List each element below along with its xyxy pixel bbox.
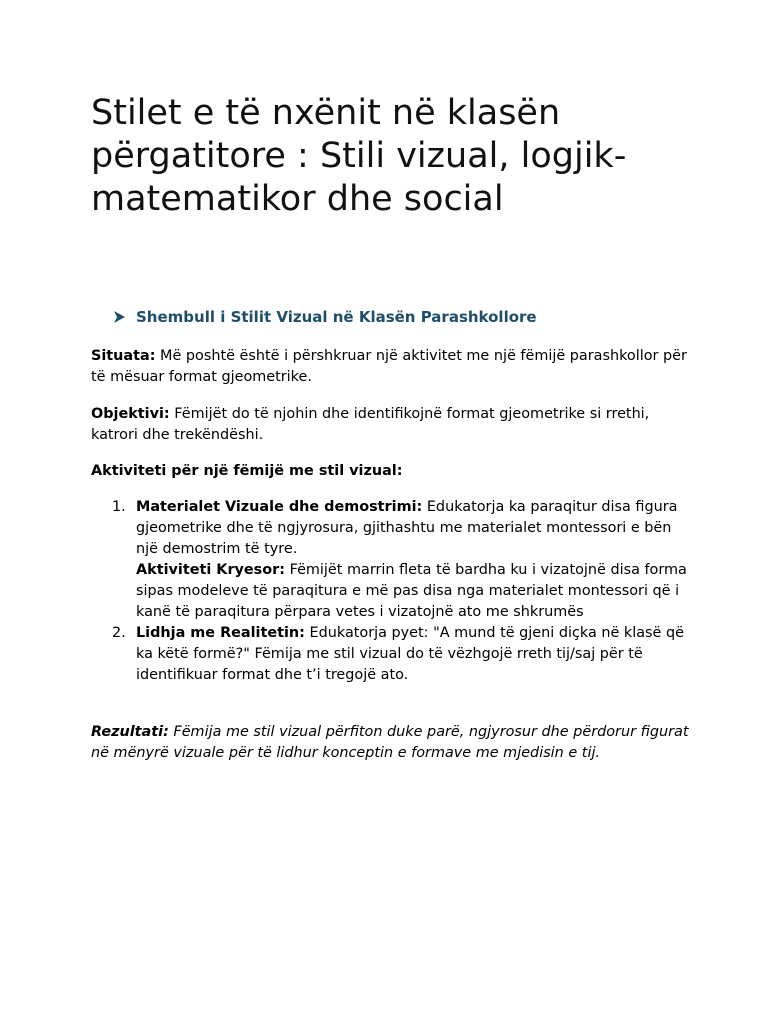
list-item bbox=[112, 497, 692, 623]
rezultati-text: Fëmija me stil vizual përfiton duke parë, ngjyrosur dhe përdorur figurat në mënyrë vizuale për të lidhur konceptin e formave me mjedisin e tij. bbox=[91, 724, 689, 761]
rezultati-label: Rezultati: bbox=[91, 724, 169, 740]
situata-label: Situata: bbox=[91, 348, 156, 364]
subheading-text: Shembull i Stilit Vizual në Klasën Parashkollore bbox=[136, 308, 537, 326]
list-item-number: 1. bbox=[112, 499, 126, 515]
list-item-label: Materialet Vizuale dhe demostrimi: bbox=[136, 499, 423, 515]
list-item bbox=[112, 623, 692, 686]
aktiviteti-heading bbox=[91, 461, 691, 482]
list-item-text: Edukatorja pyet: "A mund të gjeni diçka në klasë që ka këtë formë?" Fëmija me stil vizual do të vëzhgojë rreth tij/saj për të identifikuar format dhe t’i tregojë ato. bbox=[136, 625, 684, 683]
objektivi-paragraph bbox=[91, 404, 691, 446]
list-item-text: Edukatorja ka paraqitur disa figura gjeometrike dhe të ngjyrosura, gjithashtu me materialet montessori e bën një demostrim të tyre. bbox=[136, 499, 678, 557]
list-item-sub-label: Aktiviteti Kryesor: bbox=[136, 562, 285, 578]
rezultati-paragraph bbox=[91, 722, 691, 764]
document-title: Stilet e të nxënit në klasën përgatitore : Stili vizual, logjik-matematikor dhe social bbox=[91, 93, 627, 219]
situata-paragraph bbox=[91, 346, 691, 388]
aktiviteti-heading-text: Aktiviteti për një fëmijë me stil vizual: bbox=[91, 463, 403, 479]
section-subheading bbox=[112, 308, 537, 326]
objektivi-text: Fëmijët do të njohin dhe identifikojnë format gjeometrike si rrethi, katrori dhe trekëndëshi. bbox=[91, 406, 650, 443]
list-item-number: 2. bbox=[112, 625, 126, 641]
list-item-sub-text: Fëmijët marrin fleta të bardha ku i vizatojnë disa forma sipas modeleve të paraqitura e më pas disa nga materialet montessori që i kanë të paraqitura përpara vetes i vizatojnë ato me shkrumës bbox=[136, 562, 687, 620]
objektivi-label: Objektivi: bbox=[91, 406, 170, 422]
list-item-label: Lidhja me Realitetin: bbox=[136, 625, 305, 641]
situata-text: Më poshtë është i përshkruar një aktivitet me një fëmijë parashkollor për të mësuar format gjeometrike. bbox=[91, 348, 687, 385]
arrowhead-bullet-icon bbox=[112, 310, 126, 324]
activity-list bbox=[112, 497, 692, 686]
